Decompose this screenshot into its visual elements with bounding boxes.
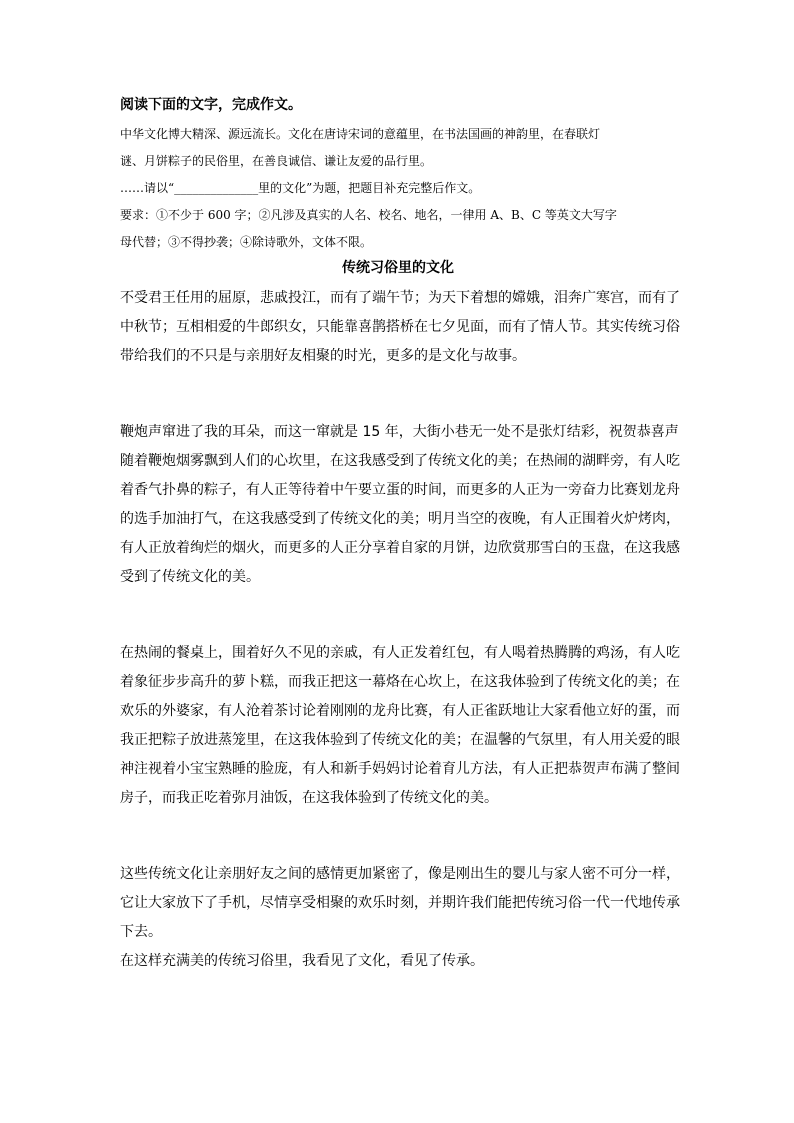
essay-line: 的选手加油打气，在这我感受到了传统文化的美；明月当空的夜晚，有人正围着火炉烤肉， — [120, 511, 680, 527]
essay-paragraph-3 — [120, 639, 680, 813]
essay-body — [120, 284, 680, 976]
paragraph-spacer — [120, 621, 676, 639]
essay-line: 随着鞭炮烟雾飘到人们的心坎里，在这我感受到了传统文化的美；在热闹的湖畔旁，有人吃 — [120, 453, 680, 469]
essay-line: 这些传统文化让亲朋好友之间的感情更加紧密了，像是刚出生的婴儿与家人密不可分一样， — [120, 866, 680, 882]
essay-line: 欢乐的外婆家，有人沧着茶讨论着刚刚的龙舟比赛，有人正雀跃地让大家看他立好的蛋，而 — [120, 703, 680, 719]
essay-paragraph-2 — [120, 418, 680, 592]
paragraph-spacer — [120, 400, 676, 418]
essay-paragraph-4 — [120, 860, 680, 976]
paragraph-spacer — [120, 813, 676, 842]
essay-conclusion-line: 在这样充满美的传统习俗里，我看见了文化，看见了传承。 — [120, 953, 484, 969]
essay-title: 传统习俗里的文化 — [342, 260, 454, 276]
paragraph-spacer — [120, 592, 676, 621]
prompt-heading: 阅读下面的文字，完成作文。 — [120, 97, 302, 113]
paragraph-spacer — [120, 842, 676, 860]
essay-line: 我正把粽子放进蒸笼里，在这我体验到了传统文化的美；在温馨的气氛里，有人用关爱的眼 — [120, 732, 680, 748]
prompt-line: ……请以“______________里的文化”为题，把题目补充完整后作文。 — [120, 181, 481, 195]
essay-line: 神注视着小宝宝熟睡的脸庞，有人和新手妈妈讨论着育儿方法，有人正把恭贺声布满了整间 — [120, 761, 680, 777]
essay-line: 鞭炮声窜进了我的耳朵，而这一窜就是 15 年，大街小巷无一处不是张灯结彩，祝贺恭喜声 — [120, 424, 679, 440]
essay-line: 带给我们的不只是与亲朋好友相聚的时光，更多的是文化与故事。 — [120, 348, 526, 364]
essay-line: 它让大家放下了手机，尽情享受相聚的欢乐时刻，并期许我们能把传统习俗一代一代地传承 — [120, 895, 680, 911]
prompt-requirements-line: 母代替；③不得抄袭；④除诗歌外，文体不限。 — [120, 235, 373, 249]
essay-line: 房子，而我正吃着弥月油饭，在这我体验到了传统文化的美。 — [120, 790, 498, 806]
essay-line: 受到了传统文化的美。 — [120, 569, 260, 585]
essay-line: 在热闹的餐桌上，围着好久不见的亲戚，有人正发着红包，有人喝着热腾腾的鸡汤，有人吃 — [120, 645, 680, 661]
essay-line: 有人正放着绚烂的烟火，而更多的人正分享着自家的月饼，边欣赏那雪白的玉盘，在这我感 — [120, 540, 680, 556]
essay-line: 不受君王任用的屈原，悲戚投江，而有了端午节；为天下着想的嫦娥，泪奔广寒宫，而有了 — [120, 290, 680, 306]
essay-line: 下去。 — [120, 924, 162, 940]
essay-line: 着香气扑鼻的粽子，有人正等待着中午要立蛋的时间，而更多的人正为一旁奋力比赛划龙舟 — [120, 482, 680, 498]
prompt-line: 中华文化博大精深、源远流长。文化在唐诗宋词的意蕴里，在书法国画的神韵里，在春联灯 — [120, 127, 601, 141]
essay-line: 中秋节；互相相爱的牛郎织女，只能靠喜鹊搭桥在七夕见面，而有了情人节。其实传统习俗 — [120, 319, 680, 335]
prompt-line: 谜、月饼粽子的民俗里，在善良诚信、谦让友爱的品行里。 — [120, 154, 433, 168]
prompt-instructions — [120, 121, 676, 256]
essay-paragraph-1 — [120, 284, 680, 371]
prompt-requirements-line: 要求：①不少于 600 字；②凡涉及真实的人名、校名、地名，一律用 A、B、C 等英文大写字 — [120, 208, 617, 222]
paragraph-spacer — [120, 371, 676, 400]
essay-line: 着象征步步高升的萝卜糕，而我正把这一幕烙在心坎上，在这我体验到了传统文化的美；在 — [120, 674, 680, 690]
